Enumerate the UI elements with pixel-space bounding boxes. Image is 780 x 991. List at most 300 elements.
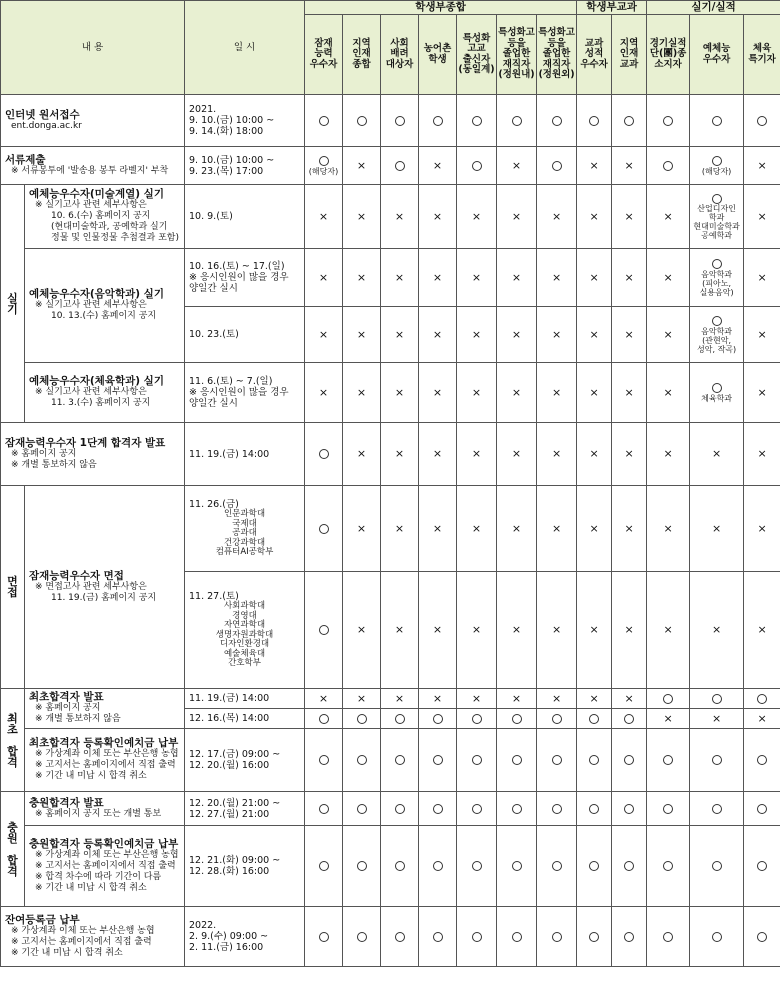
date-cell [185, 147, 305, 185]
item-title: 잠재능력우수자 면접 [29, 569, 124, 582]
status-cell [343, 729, 381, 792]
item-cell [25, 729, 185, 792]
status-cell [343, 572, 381, 689]
status-cell [497, 423, 537, 486]
status-cell [577, 486, 612, 572]
unavailable-mark: × [356, 521, 367, 535]
available-mark [472, 161, 482, 171]
status-cell [343, 147, 381, 185]
status-cell [612, 185, 647, 249]
status-cell [647, 729, 690, 792]
unavailable-mark: × [551, 521, 562, 535]
item-note: (현대미술학과, 공예학과 실기 [51, 222, 168, 232]
status-cell [497, 363, 537, 423]
status-cell [419, 572, 457, 689]
unavailable-mark: × [471, 385, 482, 399]
date-line: 2022. [189, 920, 217, 931]
available-mark [319, 714, 329, 724]
status-cell [577, 729, 612, 792]
date-line: 양일간 실시 [189, 283, 238, 294]
unavailable-mark: × [432, 385, 443, 399]
date-line: 11. 19.(금) 14:00 [189, 693, 270, 704]
status-cell [612, 792, 647, 826]
col-header-6 [497, 15, 537, 95]
col-header-line: 지역 [352, 37, 371, 49]
unavailable-mark: × [757, 209, 767, 223]
header-date: 일 시 [185, 1, 305, 95]
available-mark [552, 932, 562, 942]
status-cell [537, 907, 577, 967]
col-header-line: 배려 [390, 48, 409, 60]
status-cell [497, 307, 537, 363]
status-cell [744, 907, 780, 967]
col-header-line: (정원내) [498, 69, 535, 81]
col-header-line: 고교 [467, 43, 486, 54]
side-char [1, 735, 24, 746]
status-cell [537, 249, 577, 307]
unavailable-mark: × [432, 158, 443, 172]
cell-note: 음악학과 [701, 269, 733, 279]
unavailable-mark: × [511, 623, 522, 636]
status-cell [690, 423, 744, 486]
available-mark [624, 714, 634, 724]
col-header-line: (동일계) [458, 64, 495, 75]
college-line: 예술체육대 [223, 648, 266, 659]
available-mark [357, 861, 367, 871]
status-cell [497, 907, 537, 967]
col-header-line: 지역 [619, 37, 639, 49]
cell-note: 성악, 작곡) [697, 344, 737, 354]
cell-note: 공예학과 [701, 231, 733, 240]
status-cell [577, 826, 612, 907]
date-line: 2. 11.(금) 16:00 [189, 942, 264, 953]
available-mark [712, 194, 722, 204]
available-mark [319, 524, 329, 534]
available-mark [589, 755, 599, 765]
college-line: 간호학부 [228, 658, 261, 669]
status-cell [690, 826, 744, 907]
unavailable-mark: × [757, 158, 767, 172]
unavailable-mark: × [394, 447, 405, 460]
unavailable-mark: × [589, 623, 599, 636]
unavailable-mark: × [471, 521, 482, 535]
item-cell [1, 423, 185, 486]
status-cell [457, 572, 497, 689]
side-char [1, 844, 24, 855]
status-cell [612, 572, 647, 689]
unavailable-mark: × [589, 691, 599, 705]
unavailable-mark: × [356, 385, 367, 399]
unavailable-mark: × [663, 385, 673, 399]
available-mark [433, 714, 443, 724]
available-mark [319, 861, 329, 871]
col-header-line: 교과 [619, 58, 639, 70]
status-cell [537, 423, 577, 486]
status-cell [612, 307, 647, 363]
unavailable-mark: × [551, 270, 562, 284]
col-header-2 [343, 15, 381, 95]
status-cell [647, 363, 690, 423]
date-line: 9. 10.(금) 10:00 ~ [189, 154, 275, 166]
available-mark [712, 259, 722, 269]
status-cell [647, 907, 690, 967]
status-cell [612, 249, 647, 307]
unavailable-mark: × [551, 385, 562, 399]
status-cell [690, 709, 744, 729]
date-line: 11. 19.(금) 14:00 [189, 448, 270, 460]
table-row [1, 689, 780, 709]
available-mark [757, 694, 767, 704]
date-cell [185, 826, 305, 907]
status-cell [744, 147, 780, 185]
unavailable-mark: × [711, 521, 722, 535]
col-header-line: 출신자 [462, 53, 491, 65]
date-cell [185, 729, 305, 792]
status-cell [497, 792, 537, 826]
status-cell [577, 709, 612, 729]
available-mark [512, 932, 522, 942]
available-mark [589, 116, 599, 126]
available-mark [589, 932, 599, 942]
col-header-line: (정원외) [538, 69, 575, 81]
status-cell [647, 689, 690, 709]
unavailable-mark: × [624, 270, 634, 284]
side-char: 격 [7, 864, 18, 878]
unavailable-mark: × [757, 385, 767, 399]
table-row [1, 147, 780, 185]
unavailable-mark: × [511, 209, 522, 223]
status-cell [577, 147, 612, 185]
item-note: ※ 고지서는 홈페이지에서 직접 출력 [35, 760, 176, 770]
date-cell [185, 907, 305, 967]
cell-note: (해당자) [308, 166, 339, 176]
available-mark [589, 714, 599, 724]
status-cell [381, 249, 419, 307]
col-header-line: 경기실적 [649, 37, 687, 49]
status-cell [343, 423, 381, 486]
status-cell [343, 907, 381, 967]
status-cell [497, 689, 537, 709]
status-cell [612, 729, 647, 792]
unavailable-mark: × [757, 623, 767, 636]
cell-note: (해당자) [701, 166, 732, 176]
unavailable-mark: × [394, 327, 405, 341]
col-header-line: 특성화고 [498, 27, 535, 39]
col-header-line: 잠재 [314, 37, 333, 49]
status-cell [647, 486, 690, 572]
side-interview [1, 486, 25, 689]
date-line: 양일간 실시 [189, 398, 238, 409]
status-cell [744, 709, 780, 729]
available-mark [663, 804, 673, 814]
unavailable-mark: × [551, 623, 562, 636]
status-cell [381, 689, 419, 709]
date-line: 2021. [189, 104, 217, 115]
item-note: 정물 및 인물정물 추첨결과 포함) [51, 233, 179, 243]
available-mark [472, 804, 482, 814]
status-cell [497, 185, 537, 249]
item-cell [25, 486, 185, 689]
table-row [1, 95, 780, 147]
available-mark [552, 161, 562, 171]
status-cell [381, 185, 419, 249]
unavailable-mark: × [318, 209, 329, 223]
status-cell [419, 709, 457, 729]
available-mark [712, 316, 722, 326]
available-mark [552, 861, 562, 871]
available-mark [395, 932, 405, 942]
unavailable-mark: × [624, 385, 634, 399]
unavailable-mark: × [432, 521, 443, 535]
college-line: 인문과학대 [223, 509, 266, 520]
date-cell [185, 249, 305, 307]
available-mark [395, 714, 405, 724]
available-mark [552, 755, 562, 765]
unavailable-mark: × [757, 270, 767, 284]
status-cell [343, 185, 381, 249]
item-cell [1, 147, 185, 185]
available-mark [395, 116, 405, 126]
status-cell [690, 907, 744, 967]
status-cell [577, 249, 612, 307]
status-cell [419, 95, 457, 147]
available-mark [357, 804, 367, 814]
available-mark [512, 861, 522, 871]
date-line: 12. 17.(금) 09:00 ~ [189, 749, 281, 760]
status-cell [457, 95, 497, 147]
status-cell [537, 185, 577, 249]
item-title: 인터넷 원서접수 [5, 108, 80, 121]
status-cell [497, 572, 537, 689]
item-title: 잠재능력우수자 1단계 합격자 발표 [5, 436, 166, 449]
unavailable-mark: × [471, 691, 482, 705]
table-row [1, 423, 780, 486]
status-cell [612, 147, 647, 185]
item-title: 충원합격자 발표 [29, 796, 104, 809]
col-header-11 [690, 15, 744, 95]
unavailable-mark: × [711, 623, 722, 636]
unavailable-mark: × [432, 209, 443, 223]
date-cell [185, 572, 305, 689]
status-cell [305, 185, 343, 249]
available-mark [319, 932, 329, 942]
status-cell [343, 95, 381, 147]
unavailable-mark: × [624, 691, 634, 705]
status-cell [381, 792, 419, 826]
unavailable-mark: × [589, 521, 599, 535]
col-header-9 [612, 15, 647, 95]
status-cell [419, 907, 457, 967]
unavailable-mark: × [471, 623, 482, 636]
col-header-7 [537, 15, 577, 95]
unavailable-mark: × [394, 270, 405, 284]
status-cell [497, 729, 537, 792]
status-cell [744, 307, 780, 363]
side-char: 실 [7, 291, 18, 305]
status-cell [497, 95, 537, 147]
status-cell [647, 147, 690, 185]
col-header-line: 교과 [584, 37, 604, 49]
col-header-line: 재직자 [542, 58, 571, 70]
col-header-line: 등을 [507, 37, 526, 49]
col-header-line: 인재 [352, 48, 371, 60]
unavailable-mark: × [356, 270, 367, 284]
status-cell [381, 486, 419, 572]
college-line: 디자인환경대 [219, 639, 270, 650]
date-line: 11. 6.(토) ~ 7.(일) [189, 376, 273, 387]
item-title: 최초합격자 발표 [29, 691, 104, 703]
side-char: 초 [7, 722, 18, 736]
item-cell [25, 826, 185, 907]
available-mark [357, 116, 367, 126]
status-cell [690, 572, 744, 689]
status-cell [690, 249, 744, 307]
status-cell [343, 486, 381, 572]
item-cell [25, 689, 185, 729]
status-cell [419, 729, 457, 792]
college-line: 경영대 [232, 610, 257, 621]
unavailable-mark: × [757, 711, 767, 725]
status-cell [419, 147, 457, 185]
item-title: 예체능우수자(체육학과) 실기 [29, 375, 164, 387]
available-mark [757, 755, 767, 765]
table-row [1, 907, 780, 967]
status-cell [381, 363, 419, 423]
status-cell [457, 907, 497, 967]
status-cell [612, 907, 647, 967]
table-row [1, 486, 780, 572]
item-note: ※ 면접고사 관련 세부사항은 [35, 581, 147, 592]
status-cell [577, 572, 612, 689]
status-cell [381, 423, 419, 486]
date-line: ※ 응시인원이 많을 경우 [189, 387, 289, 398]
status-cell [457, 689, 497, 709]
item-note: ※ 실기고사 관련 세부사항은 [35, 200, 147, 210]
status-cell [690, 307, 744, 363]
unavailable-mark: × [511, 327, 522, 341]
date-line: 10. 9.(토) [189, 211, 233, 222]
item-note: ※ 실기고사 관련 세부사항은 [35, 387, 147, 397]
cell-note: 학과 [708, 213, 725, 222]
col-header-line: 특기자 [748, 53, 776, 65]
unavailable-mark: × [589, 385, 599, 399]
unavailable-mark: × [356, 327, 367, 341]
unavailable-mark: × [663, 623, 673, 636]
date-line: 12. 21.(화) 09:00 ~ [189, 855, 281, 866]
col-header-line: 특성화 [462, 32, 491, 44]
status-cell [457, 826, 497, 907]
available-mark [357, 932, 367, 942]
available-mark [433, 755, 443, 765]
status-cell [537, 729, 577, 792]
item-note: ※ 고지서는 홈페이지에서 직접 출력 [11, 936, 152, 947]
unavailable-mark: × [318, 270, 329, 284]
col-header-line: 특성화고 [538, 27, 575, 39]
available-mark [512, 116, 522, 126]
status-cell [744, 486, 780, 572]
status-cell [647, 792, 690, 826]
item-cell [25, 249, 185, 363]
unavailable-mark: × [394, 209, 405, 223]
available-mark [712, 804, 722, 814]
date-line: 12. 16.(목) 14:00 [189, 713, 270, 724]
status-cell [381, 147, 419, 185]
status-cell [744, 363, 780, 423]
status-cell [457, 792, 497, 826]
date-cell [185, 792, 305, 826]
available-mark [433, 861, 443, 871]
col-header-line: 등을 [547, 37, 566, 49]
date-cell [185, 486, 305, 572]
status-cell [305, 907, 343, 967]
available-mark [472, 714, 482, 724]
unavailable-mark: × [394, 385, 405, 399]
unavailable-mark: × [663, 327, 673, 341]
available-mark [319, 625, 329, 635]
unavailable-mark: × [624, 521, 634, 535]
unavailable-mark: × [624, 447, 634, 460]
date-line: 12. 27.(월) 21:00 [189, 808, 270, 820]
available-mark [512, 755, 522, 765]
status-cell [647, 709, 690, 729]
col-header-line: 학생 [428, 53, 447, 65]
status-cell [305, 729, 343, 792]
status-cell [457, 709, 497, 729]
side-char: 합 [7, 853, 18, 867]
status-cell [305, 486, 343, 572]
status-cell [647, 826, 690, 907]
group-practical: 실기/실적 [647, 1, 780, 15]
status-cell [647, 572, 690, 689]
col-header-line: 소지자 [654, 58, 682, 70]
col-header-10 [647, 15, 690, 95]
status-cell [690, 792, 744, 826]
item-note: ※ 가상계좌 이체 또는 부산은행 농협 [11, 925, 155, 936]
status-cell [497, 826, 537, 907]
available-mark [624, 932, 634, 942]
status-cell [419, 185, 457, 249]
side-char: 기 [7, 302, 18, 316]
unavailable-mark: × [757, 447, 767, 460]
col-header-line: 대상자 [385, 58, 414, 70]
available-mark [357, 755, 367, 765]
side-final [1, 689, 25, 792]
unavailable-mark: × [589, 270, 599, 284]
col-header-line: 졸업한 [542, 48, 571, 60]
group-student-comprehensive: 학생부종합 [305, 1, 577, 15]
status-cell [744, 689, 780, 709]
unavailable-mark: × [511, 270, 522, 284]
available-mark [319, 755, 329, 765]
status-cell [690, 729, 744, 792]
cell-note: 현대미술학과 [693, 222, 740, 231]
item-note: ※ 홈페이지 공지 또는 개별 통보 [35, 808, 162, 819]
status-cell [497, 709, 537, 729]
date-cell [185, 95, 305, 147]
available-mark [433, 804, 443, 814]
available-mark [663, 161, 673, 171]
status-cell [744, 826, 780, 907]
status-cell [419, 249, 457, 307]
status-cell [690, 95, 744, 147]
unavailable-mark: × [589, 327, 599, 341]
status-cell [305, 423, 343, 486]
status-cell [537, 709, 577, 729]
status-cell [647, 185, 690, 249]
available-mark [757, 804, 767, 814]
date-line: 2. 9.(수) 09:00 ~ [189, 931, 269, 942]
status-cell [497, 249, 537, 307]
